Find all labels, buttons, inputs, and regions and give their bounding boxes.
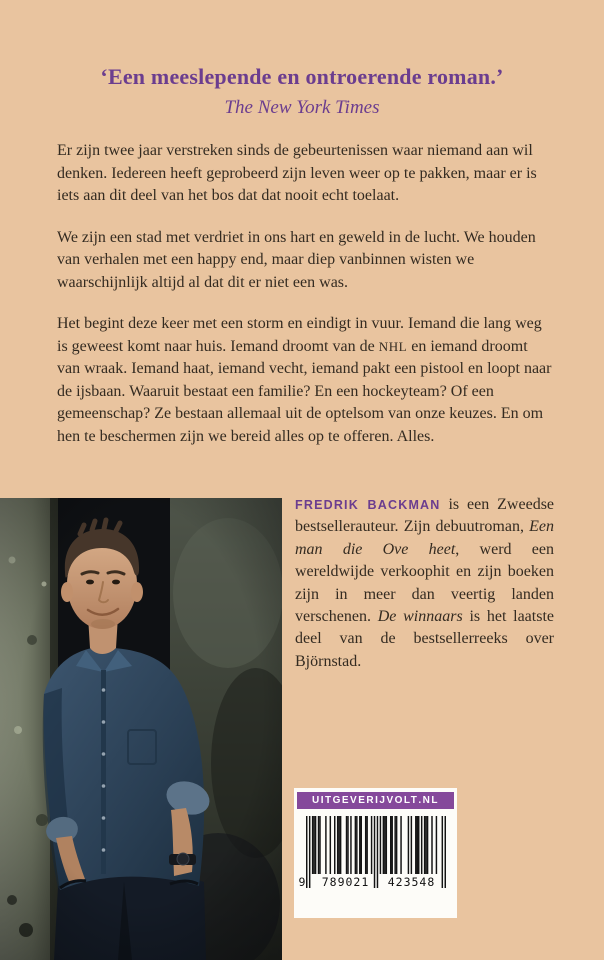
author-bio: [295, 494, 554, 673]
bio-text-3: is het laatste deel van de bestsellerreeks over Björnstad.: [295, 608, 555, 670]
synopsis: [57, 140, 552, 467]
publisher-brand: VOLT: [386, 795, 419, 806]
isbn-prefix: 9: [298, 875, 306, 889]
author-name: FREDRIK BACKMAN: [295, 498, 441, 512]
synopsis-paragraph-2: We zijn een stad met verdriet in ons hart en geweld in de lucht. We houden van verhalen met een happy end, maar diep vanbinnen wisten we waarschijnlijk altijd al dat dit er niet een was.: [57, 228, 536, 291]
synopsis-paragraph-1: Er zijn twee jaar verstreken sinds de gebeurtenissen waar niemand aan wil denken. Iedereen heeft geprobeerd zijn leven weer op te pakken, maar er is iets aan dit deel van het bos dat dat nooit echt toelaat.: [57, 142, 537, 204]
nhl-smallcaps: NHL: [378, 338, 408, 354]
isbn-group-2: 423548: [387, 875, 436, 889]
barcode-panel: [294, 788, 457, 918]
isbn-group-1: 789021: [321, 875, 370, 889]
pull-quote: [0, 64, 604, 119]
bio-text-1: is een Zweedse bestsellerauteur. Zijn debuutroman,: [295, 496, 555, 536]
bio-text-2: , werd een wereldwijde verkoophit en zijn boeken zijn in meer dan veertig landen verschenen.: [295, 540, 555, 626]
book-title-winnaars: De winnaars: [377, 608, 463, 626]
publisher-name: UITGEVERIJ: [311, 795, 387, 806]
book-title-ove: Een man die Ove heet: [295, 518, 554, 558]
author-photo: [0, 498, 282, 960]
barcode: [298, 816, 446, 906]
isbn-number: [299, 875, 453, 891]
synopsis-paragraph-3: [57, 313, 552, 448]
publisher-banner: [297, 792, 454, 809]
synopsis-p3-lead: Het begint deze keer met een storm en eindigt in vuur. Iemand die lang weg is geweest komt naar huis. Iemand droomt van de: [57, 315, 542, 355]
publisher-tld: .NL: [418, 795, 439, 806]
synopsis-p3-tail: en iemand droomt van wraak. Iemand haat, iemand vecht, iemand pakt een pistool en loopt naar de ijsbaan. Waaruit bestaat een familie? En een hockeyteam? Of een gemeenschap? Ze bestaan allemaal uit de optelsom van onze keuzes. En om hen te beschermen zijn we bereid alles op te offeren. Alles.: [57, 337, 552, 445]
quote-text: ‘Een meeslepende en ontroerende roman.’: [100, 64, 504, 89]
quote-attribution: The New York Times: [224, 97, 380, 118]
